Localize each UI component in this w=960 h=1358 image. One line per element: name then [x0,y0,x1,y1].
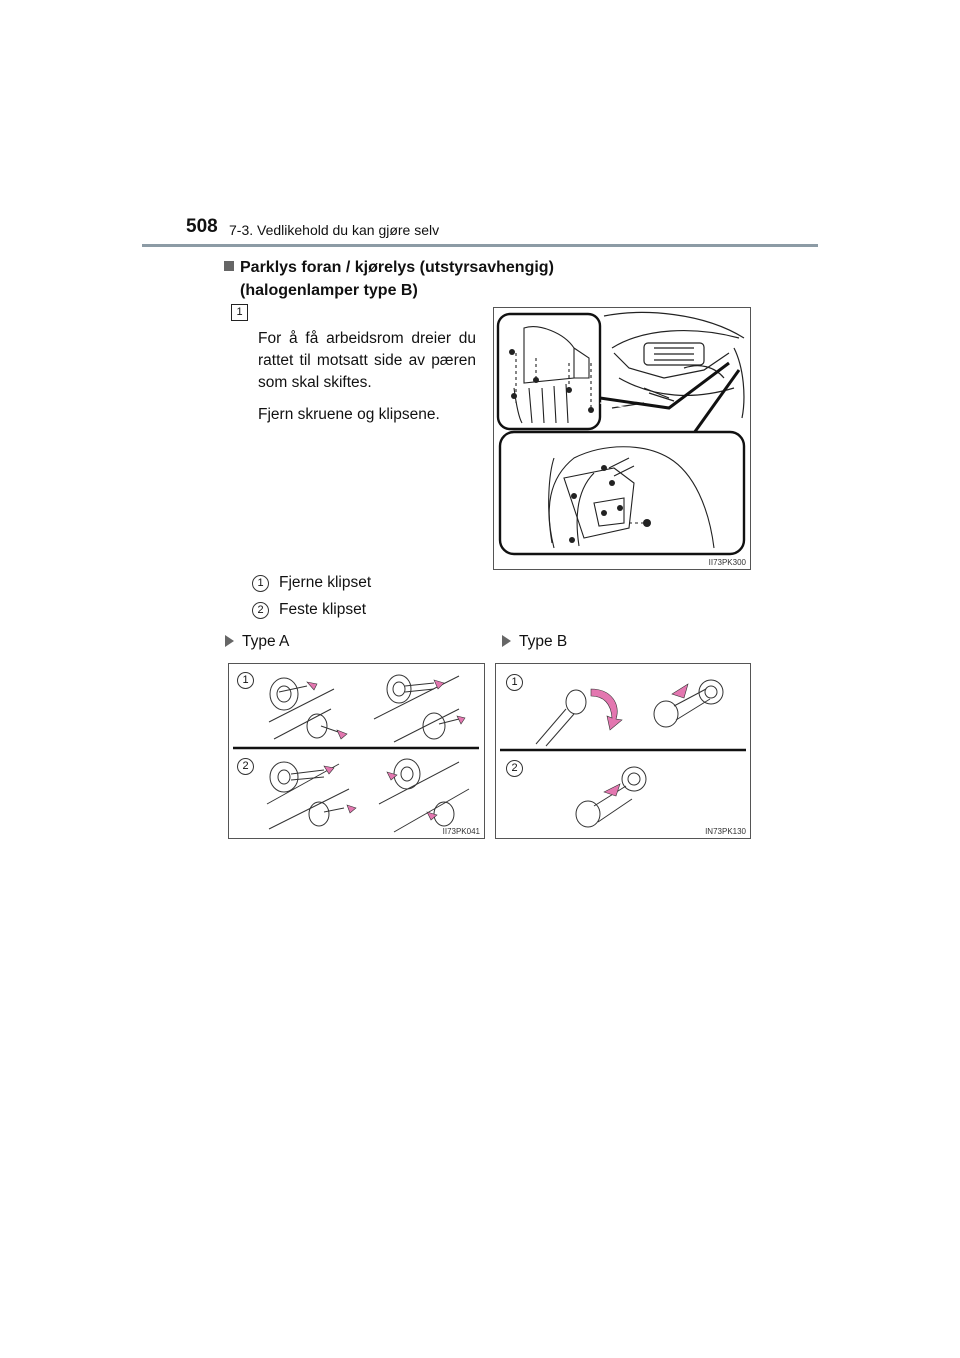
subsection-heading [224,256,554,302]
type-a-figure-code: II73PK041 [442,827,480,836]
triangle-bullet-icon [502,635,511,647]
headlight-illustration [494,308,750,569]
figure-code: II73PK300 [708,558,746,567]
type-a-label [225,633,289,651]
type-b-step-1: 1 [506,674,523,691]
page-number: 508 [186,216,218,237]
type-b-label [502,633,567,651]
type-b-clip-illustration [496,664,750,838]
legend-number-1: 1 [252,575,269,592]
type-a-text: Type A [242,633,290,650]
type-b-step-2: 2 [506,760,523,777]
legend-number-2: 2 [252,602,269,619]
square-bullet-icon [224,261,234,271]
type-a-step-1: 1 [237,672,254,689]
step-number-badge: 1 [231,304,248,321]
headlight-removal-figure [493,307,751,570]
type-a-clip-figure [228,663,485,839]
step-text [258,328,476,426]
type-b-figure-code: IN73PK130 [705,827,746,836]
step-paragraph-1: For å få arbeidsrom dreier du rattet til motsatt side av pæren som skal skiftes. [258,330,476,391]
step-paragraph-2: Fjern skruene og klipsene. [258,406,440,423]
type-b-text: Type B [519,633,568,650]
triangle-bullet-icon [225,635,234,647]
legend-text-2: Feste klipset [279,601,367,618]
type-b-clip-figure [495,663,751,839]
legend-text-1: Fjerne klipset [279,574,372,591]
section-title: 7-3. Vedlikehold du kan gjøre selv [229,222,440,238]
header-rule [142,244,818,247]
type-a-clip-illustration [229,664,484,838]
heading-line-1: Parklys foran / kjørelys (utstyrsavhengig) [240,259,554,276]
type-a-step-2: 2 [237,758,254,775]
heading-line-2: (halogenlamper type B) [240,282,418,299]
